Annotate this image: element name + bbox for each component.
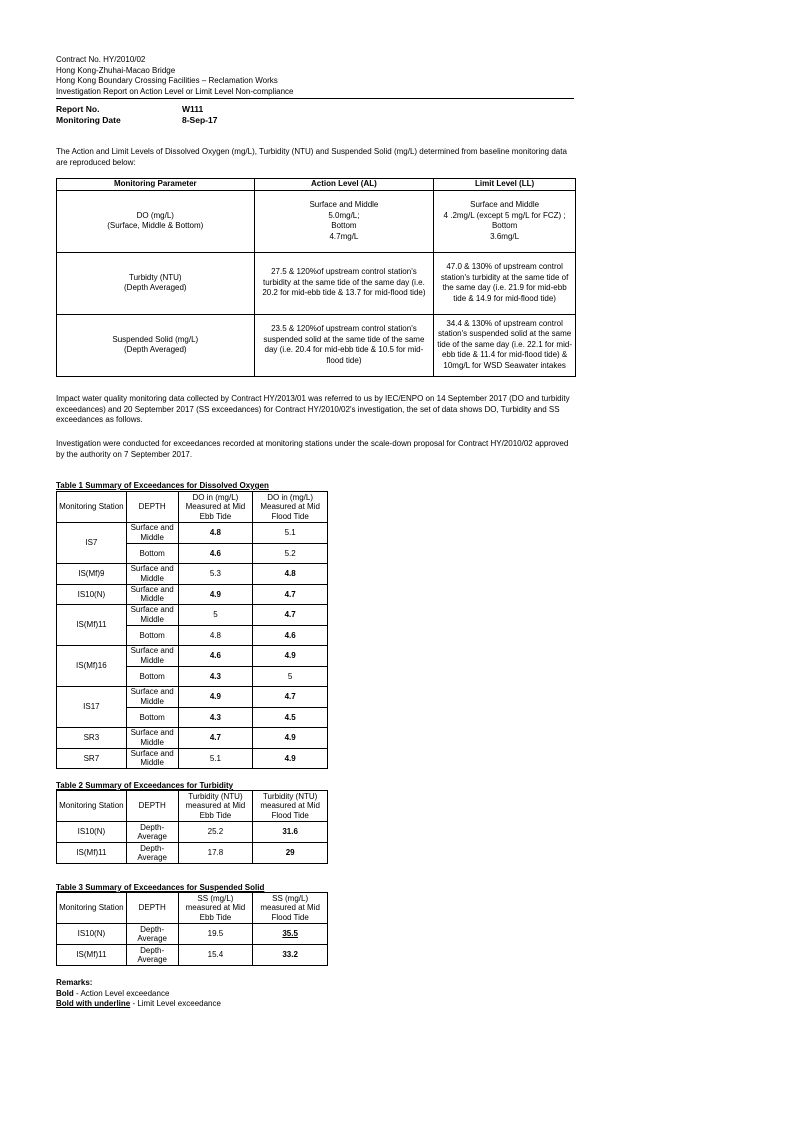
- flood-value-cell: 4.5: [253, 707, 328, 728]
- do-exceedance-table: [56, 491, 328, 769]
- limits-al-cell: 23.5 & 120%of upstream control station's suspended solid at the same tide of the same day (i.e. 20.4 for mid-ebb tide & 10.5 for mid-flood tide): [254, 314, 434, 376]
- table-header: Monitoring Station: [57, 893, 127, 924]
- limits-ll-cell: Surface and Middle 4 .2mg/L (except 5 mg/L for FCZ) ; Bottom 3.6mg/L: [434, 190, 576, 252]
- station-cell: IS10(N): [57, 584, 127, 605]
- station-cell: IS17: [57, 687, 127, 728]
- depth-cell: Surface and Middle: [126, 584, 178, 605]
- table-row: [57, 584, 328, 605]
- remarks-bold-underline-text: - Limit Level exceedance: [130, 999, 221, 1008]
- depth-cell: Surface and Middle: [126, 523, 178, 544]
- depth-cell: Surface and Middle: [126, 605, 178, 626]
- ebb-value-cell: 4.6: [178, 646, 253, 667]
- table-row: [57, 646, 328, 667]
- limits-param-cell: DO (mg/L) (Surface, Middle & Bottom): [57, 190, 255, 252]
- station-cell: SR3: [57, 728, 127, 749]
- table2-title: Table 2 Summary of Exceedances for Turbidity: [56, 781, 234, 790]
- ebb-value-cell: 25.2: [178, 822, 253, 843]
- limits-header: Action Level (AL): [254, 179, 434, 191]
- limits-ll-cell: 47.0 & 130% of upstream control station's turbidity at the same tide of the same day (i.e. 21.9 for mid-ebb tide & 14.9 for mid-flood tide): [434, 252, 576, 314]
- depth-cell: Bottom: [126, 625, 178, 646]
- table-row: [57, 564, 328, 585]
- station-cell: IS(Mf)11: [57, 945, 127, 966]
- table-row: [57, 822, 328, 843]
- table-row: [57, 748, 328, 769]
- remarks-bold-underline-label: Bold with underline: [56, 999, 131, 1008]
- table3-body: [57, 924, 328, 966]
- depth-cell: Depth-Average: [126, 924, 178, 945]
- depth-cell: Depth-Average: [126, 843, 178, 864]
- station-cell: IS(Mf)11: [57, 605, 127, 646]
- flood-value-cell: 4.9: [253, 728, 328, 749]
- ebb-value-cell: 4.9: [178, 687, 253, 708]
- depth-cell: Surface and Middle: [126, 564, 178, 585]
- table-header: DEPTH: [126, 893, 178, 924]
- table-row: [57, 843, 328, 864]
- limits-header: Monitoring Parameter: [57, 179, 255, 191]
- table-row: [57, 190, 576, 252]
- table-header: SS (mg/L) measured at Mid Ebb Tide: [178, 893, 253, 924]
- investigation-paragraph: Investigation were conducted for exceedances recorded at monitoring stations under the scale-down proposal for Contract HY/2010/02 approved by the authority on 7 September 2017.: [56, 439, 569, 459]
- station-cell: IS7: [57, 523, 127, 564]
- station-cell: IS(Mf)16: [57, 646, 127, 687]
- document-header: [56, 55, 574, 99]
- table-row: [57, 252, 576, 314]
- flood-value-cell: 5.1: [253, 523, 328, 544]
- ebb-value-cell: 15.4: [178, 945, 253, 966]
- flood-value-cell: 4.6: [253, 625, 328, 646]
- flood-value-cell: 4.9: [253, 646, 328, 667]
- ebb-value-cell: 4.6: [178, 543, 253, 564]
- remarks-bold-text: - Action Level exceedance: [73, 988, 170, 998]
- limits-al-cell: Surface and Middle 5.0mg/L; Bottom 4.7mg/L: [254, 190, 434, 252]
- depth-cell: Surface and Middle: [126, 748, 178, 769]
- monitoring-date-label: Monitoring Date: [56, 115, 121, 125]
- depth-cell: Depth-Average: [126, 822, 178, 843]
- table-row: [57, 605, 328, 626]
- limits-ll-cell: 34.4 & 130% of upstream control station's suspended solid at the same tide of the same day (i.e. 22.1 for mid-ebb tide & 11.4 for mid-flood tide) & 10mg/L for WSD Seawater intakes: [434, 314, 576, 376]
- ss-exceedance-table: [56, 892, 328, 966]
- limits-table: [56, 178, 576, 377]
- table3-title: Table 3 Summary of Exceedances for Suspended Solid: [56, 883, 265, 892]
- table-header: DEPTH: [126, 791, 178, 822]
- flood-value-cell: 4.7: [253, 687, 328, 708]
- table-row: [57, 687, 328, 708]
- report-info: [56, 104, 217, 126]
- table2-body: [57, 822, 328, 864]
- ebb-value-cell: 4.8: [178, 625, 253, 646]
- table-header: SS (mg/L) measured at Mid Flood Tide: [253, 893, 328, 924]
- depth-cell: Depth-Average: [126, 945, 178, 966]
- ebb-value-cell: 5.3: [178, 564, 253, 585]
- station-cell: IS(Mf)11: [57, 843, 127, 864]
- table-header: Monitoring Station: [57, 791, 127, 822]
- table-header: DO in (mg/L) Measured at Mid Flood Tide: [253, 492, 328, 523]
- table-row: [57, 523, 328, 544]
- ebb-value-cell: 5.1: [178, 748, 253, 769]
- table-header: DO in (mg/L) Measured at Mid Ebb Tide: [178, 492, 253, 523]
- depth-cell: Bottom: [126, 666, 178, 687]
- ebb-value-cell: 4.9: [178, 584, 253, 605]
- flood-value-cell: 4.8: [253, 564, 328, 585]
- ebb-value-cell: 19.5: [178, 924, 253, 945]
- limits-al-cell: 27.5 & 120%of upstream control station's turbidity at the same tide of the same day (i.e. 20.2 for mid-ebb tide & 13.7 for mid-flood tide): [254, 252, 434, 314]
- report-no-value: W111: [182, 104, 204, 114]
- ebb-value-cell: 4.3: [178, 666, 253, 687]
- remarks-bold-label: Bold: [56, 988, 74, 998]
- flood-value-cell: 4.9: [253, 748, 328, 769]
- depth-cell: Surface and Middle: [126, 728, 178, 749]
- table-header: Monitoring Station: [57, 492, 127, 523]
- remarks: [56, 978, 221, 1010]
- depth-cell: Bottom: [126, 707, 178, 728]
- intro-paragraph: The Action and Limit Levels of Dissolved Oxygen (mg/L), Turbidity (NTU) and Suspended Solid (mg/L) determined from baseline monitoring data are reproduced below:: [56, 147, 567, 167]
- limits-param-cell: Suspended Solid (mg/L) (Depth Averaged): [57, 314, 255, 376]
- limits-param-cell: Turbidty (NTU) (Depth Averaged): [57, 252, 255, 314]
- depth-cell: Surface and Middle: [126, 646, 178, 667]
- station-cell: IS10(N): [57, 924, 127, 945]
- table-row: [57, 924, 328, 945]
- ebb-value-cell: 4.8: [178, 523, 253, 544]
- table1-title: Table 1 Summary of Exceedances for Dissolved Oxygen: [56, 481, 269, 490]
- ebb-value-cell: 5: [178, 605, 253, 626]
- header-line: Hong Kong-Zhuhai-Macao Bridge: [56, 65, 176, 75]
- ebb-value-cell: 17.8: [178, 843, 253, 864]
- flood-value-cell: 4.7: [253, 605, 328, 626]
- monitoring-date-value: 8-Sep-17: [182, 115, 218, 125]
- depth-cell: Surface and Middle: [126, 687, 178, 708]
- station-cell: IS10(N): [57, 822, 127, 843]
- flood-value-cell: 35.5: [253, 924, 328, 945]
- flood-value-cell: 31.6: [253, 822, 328, 843]
- report-no-label: Report No.: [56, 104, 100, 114]
- header-line: Contract No. HY/2010/02: [56, 55, 146, 64]
- depth-cell: Bottom: [126, 543, 178, 564]
- table-header: Turbidity (NTU) measured at Mid Flood Tide: [253, 791, 328, 822]
- station-cell: IS(Mf)9: [57, 564, 127, 585]
- flood-value-cell: 5.2: [253, 543, 328, 564]
- turbidity-exceedance-table: [56, 790, 328, 864]
- table-header: DEPTH: [126, 492, 178, 523]
- table1-body: [57, 523, 328, 769]
- flood-value-cell: 5: [253, 666, 328, 687]
- table-header: Turbidity (NTU) measured at Mid Ebb Tide: [178, 791, 253, 822]
- table-row: [57, 728, 328, 749]
- flood-value-cell: 33.2: [253, 945, 328, 966]
- flood-value-cell: 4.7: [253, 584, 328, 605]
- station-cell: SR7: [57, 748, 127, 769]
- header-line: Investigation Report on Action Level or Limit Level Non-compliance: [56, 86, 294, 96]
- table-row: [57, 945, 328, 966]
- flood-value-cell: 29: [253, 843, 328, 864]
- data-referral-paragraph: Impact water quality monitoring data collected by Contract HY/2013/01 was referred to us by IEC/ENPO on 14 September 2017 (DO and turbidity exceedances) and 20 September 2017 (SS exceedances) for Contract HY/2010/02's investigation, the set of data shows DO, Turbidity and SS exceedances as follows.: [56, 394, 570, 424]
- header-line: Hong Kong Boundary Crossing Facilities – Reclamation Works: [56, 76, 278, 85]
- limits-header: Limit Level (LL): [434, 179, 576, 191]
- ebb-value-cell: 4.7: [178, 728, 253, 749]
- ebb-value-cell: 4.3: [178, 707, 253, 728]
- remarks-title: Remarks:: [56, 978, 93, 987]
- table-row: [57, 314, 576, 376]
